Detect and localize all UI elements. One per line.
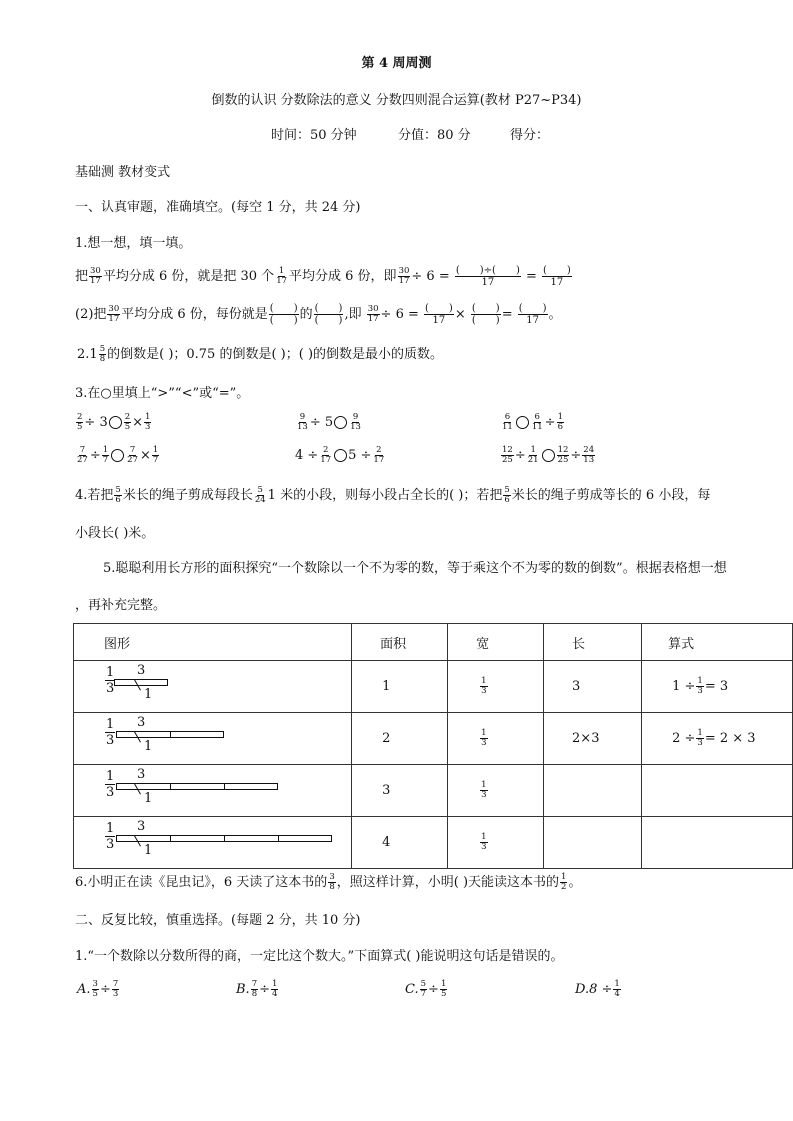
length-cell: 3	[544, 661, 642, 713]
formula-cell: 1 ÷ $\frac{1}{3}$ = 3	[642, 661, 793, 713]
width-cell: $\frac{1}{3}$	[448, 713, 544, 765]
length-cell[interactable]	[544, 765, 642, 817]
th-width: 宽	[448, 624, 544, 661]
compare-circle[interactable]	[109, 416, 122, 429]
q5-line1: 5.聪聪利用长方形的面积探究“一个数除以一个不为零的数，等于乘这个不为零的数的倒数”。根据表格想一想	[103, 561, 727, 576]
table-row	[74, 817, 793, 869]
th-length: 长	[544, 624, 642, 661]
table-row	[74, 713, 793, 765]
shape-cell: $\frac{1}{3}$ 3 1	[74, 713, 352, 765]
formula-cell: 2 ÷ $\frac{1}{3}$ = 2 × 3	[642, 713, 793, 765]
got-label: 得分：	[510, 128, 550, 143]
rect-shape	[116, 731, 224, 738]
option-c[interactable]: C. $\frac{5}{7}$ ÷ $\frac{1}{5}$	[405, 979, 447, 999]
time-label: 时间：50 分钟	[271, 128, 357, 143]
q1-line2: (2)把 $\frac{30}{17}$ 平均分成 6 份，每份就是 ( ) ( ) 的 ( ) ( ) ,即 $\frac{30}{17}$ ÷ 6 = ( ) 17 × ( ) ( ) = ( ) 17 。	[75, 303, 562, 326]
part1-title: 一、认真审题，准确填空。(每空 1 分，共 24 分)	[75, 200, 361, 215]
cmp-5: 4 ÷ $\frac{2}{17}$ 5 ÷ $\frac{2}{17}$	[295, 445, 385, 465]
table-row	[74, 765, 793, 817]
part2-title: 二、反复比较，慎重选择。(每题 2 分，共 10 分)	[75, 913, 361, 928]
option-d[interactable]: D.8 ÷ $\frac{1}{4}$	[575, 979, 620, 999]
compare-circle[interactable]	[516, 416, 529, 429]
shape-cell: $\frac{1}{3}$ 3 1	[74, 817, 352, 869]
table-row	[74, 661, 793, 713]
rect-shape	[114, 679, 168, 686]
width-cell: $\frac{1}{3}$	[448, 661, 544, 713]
q2: 2.1 $\frac{5}{8}$ 的倒数是( )；0.75 的倒数是( )；( )的倒数是最小的质数。	[77, 344, 444, 364]
area-cell: 3	[352, 765, 448, 817]
cmp-6: $\frac{12}{25}$ ÷ $\frac{1}{21}$ $\frac{12}{25}$ ÷ $\frac{24}{13}$	[502, 445, 595, 465]
compare-circle[interactable]	[542, 449, 555, 462]
compare-circle[interactable]	[334, 449, 347, 462]
section-basic: 基础测 教材变式	[75, 165, 171, 180]
compare-circle[interactable]	[111, 449, 124, 462]
q5-line2: ，再补充完整。	[75, 598, 167, 613]
q1-title: 1.想一想，填一填。	[75, 236, 192, 251]
q4-line1: 4.若把 $\frac{5}{6}$ 米长的绳子剪成每段长 $\frac{5}{24}$ 1 米的小段，则每小段占全长的( )；若把 $\frac{5}{6}$ 米长的绳子剪成等长的 6 小段，每	[75, 485, 711, 505]
option-a[interactable]: A. $\frac{3}{5}$ ÷ $\frac{7}{3}$	[77, 979, 119, 999]
rect-shape	[116, 783, 278, 790]
th-formula: 算式	[642, 624, 793, 661]
option-b[interactable]: B. $\frac{7}{8}$ ÷ $\frac{1}{4}$	[236, 979, 278, 999]
th-shape: 图形	[74, 624, 352, 661]
rect-shape	[116, 835, 332, 842]
compare-circle[interactable]	[334, 416, 347, 429]
area-table	[73, 623, 793, 869]
score-label: 分值：80 分	[398, 128, 471, 143]
cmp-1: $\frac{2}{5}$ ÷ 3 $\frac{2}{5}$ × $\frac{1}{3}$	[77, 412, 151, 432]
area-cell: 1	[352, 661, 448, 713]
cmp-2: $\frac{9}{13}$ ÷ 5 $\frac{9}{13}$	[297, 412, 361, 432]
area-cell: 4	[352, 817, 448, 869]
shape-cell: $\frac{1}{3}$ 3 1	[74, 765, 352, 817]
th-area: 面积	[352, 624, 448, 661]
length-cell: 2×3	[544, 713, 642, 765]
q3-title: 3.在○里填上“>”“<”或“=”。	[75, 386, 250, 401]
page-subtitle: 倒数的认识 分数除法的意义 分数四则混合运算(教材 P27~P34)	[211, 93, 582, 108]
q6: 6.小明正在读《昆虫记》，6 天读了这本书的 $\frac{3}{8}$ ，照这样计算，小明( )天能读这本书的 $\frac{1}{2}$ 。	[75, 872, 582, 892]
length-cell[interactable]	[544, 817, 642, 869]
formula-cell[interactable]	[642, 765, 793, 817]
q1-line1: 把 $\frac{30}{17}$ 平均分成 6 份，就是把 30 个 $\frac{1}{17}$ 平均分成 6 份，即 $\frac{30}{17}$ ÷ 6 = ( )÷( ) 17 = ( ) 17	[75, 265, 571, 288]
part2-q1: 1.“一个数除以分数所得的商，一定比这个数大。”下面算式( )能说明这句话是错误的。	[75, 949, 564, 964]
area-cell: 2	[352, 713, 448, 765]
shape-cell: $\frac{1}{3}$ 3 1	[74, 661, 352, 713]
width-cell: $\frac{1}{3}$	[448, 817, 544, 869]
cmp-3: $\frac{6}{11}$ $\frac{6}{11}$ ÷ $\frac{1}{6}$	[502, 412, 563, 432]
formula-cell[interactable]	[642, 817, 793, 869]
cmp-4: $\frac{7}{27}$ ÷ $\frac{1}{7}$ $\frac{7}{27}$ × $\frac{1}{7}$	[77, 445, 159, 465]
width-cell: $\frac{1}{3}$	[448, 765, 544, 817]
q4-line2: 小段长( )米。	[75, 526, 155, 541]
page-title: 第 4 周周测	[361, 56, 432, 71]
